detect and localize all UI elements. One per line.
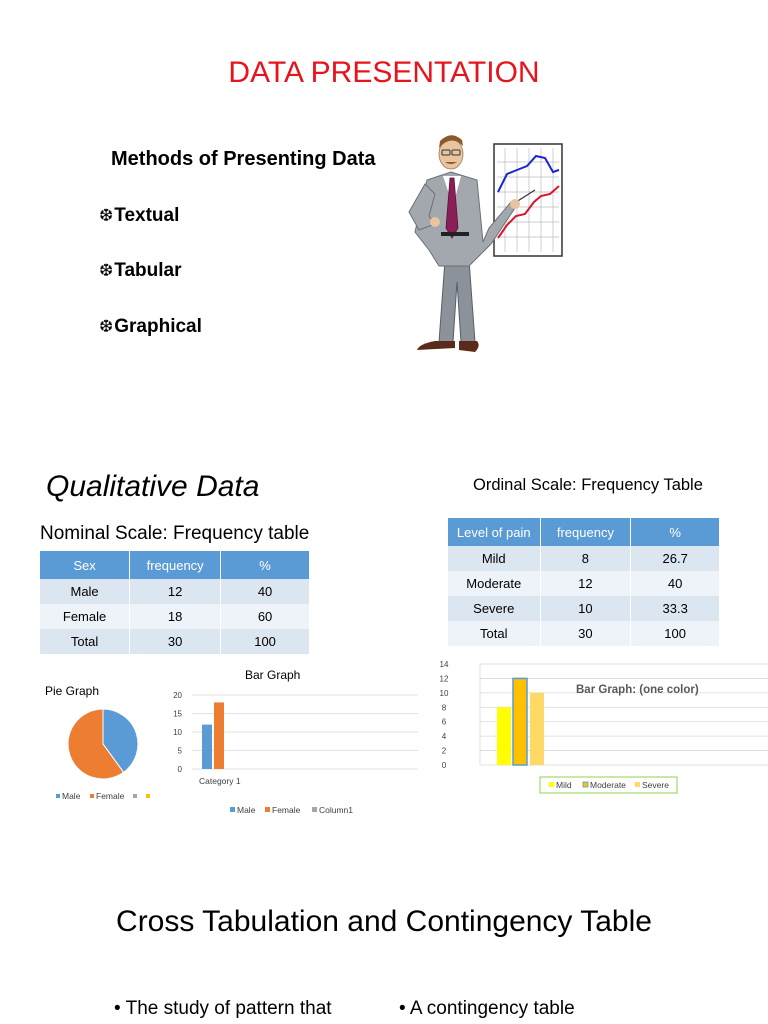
legend-label: Column1 [319,805,354,815]
slide-title: DATA PRESENTATION [228,56,540,89]
legend-swatch [635,782,640,787]
nominal-frequency-table [40,551,310,654]
legend-label: Moderate [590,780,626,790]
y-tick-label: 4 [441,732,447,742]
table-row [448,596,720,621]
bar-chart-pain [430,656,768,800]
cross-tab-title: Cross Tabulation and Contingency Table [116,905,652,938]
table-cell: 40 [221,579,310,604]
table-row [448,621,720,646]
table-cell: Severe [448,596,540,621]
y-tick-label: 0 [441,761,447,770]
legend-swatch [146,794,150,798]
legend-swatch [230,807,235,812]
pie-chart [36,680,166,810]
table-cell: 12 [540,571,631,596]
chart-title: Pie Graph [45,684,100,698]
bullet-label: Tabular [114,260,182,281]
table-cell: Total [448,621,540,646]
y-tick-label: 2 [441,746,447,756]
legend-swatch [90,794,94,798]
y-tick-label: 10 [173,728,182,737]
chart-title: Bar Graph: (one color) [576,684,699,696]
legend-swatch [549,782,554,787]
col-header: Level of pain [448,518,540,546]
table-cell: Male [40,579,130,604]
y-tick-label: 20 [173,691,182,700]
table-row [448,571,720,596]
y-tick-label: 6 [441,717,447,727]
snowflake-bullet-icon: ❆ [99,261,114,280]
bullet-graphical [99,316,202,338]
chart-title: Bar Graph [245,668,301,682]
legend-label: Female [272,805,301,815]
y-tick-label: 10 [439,688,449,698]
legend-swatch [133,794,137,798]
table-cell: 60 [221,604,310,629]
bar-moderate [513,678,527,765]
chart-board-icon [494,144,562,256]
col-header: Sex [40,551,130,579]
legend-swatch [312,807,317,812]
table-cell: Moderate [448,571,540,596]
table-cell: 26.7 [631,546,720,571]
col-header: % [221,551,310,579]
y-tick-label: 14 [439,660,449,669]
x-tick-label: Category 1 [199,776,241,786]
table-cell: 40 [631,571,720,596]
snowflake-bullet-icon: ❆ [99,206,114,225]
bullet-label: Graphical [114,316,202,337]
qualitative-heading: Qualitative Data [46,470,260,503]
y-tick-label: 12 [439,674,449,684]
table-cell: 8 [540,546,631,571]
legend-label: Mild [556,780,572,790]
bullet-study-pattern: • The study of pattern that [114,998,332,1019]
legend-label: Female [96,791,125,801]
legend-label: Male [62,791,81,801]
bar-mild [497,707,511,765]
table-cell: 100 [221,629,310,654]
table-cell: 33.3 [631,596,720,621]
table-cell: 18 [130,604,221,629]
bullet-tabular [99,260,181,282]
table-header-row [448,518,720,546]
table-header-row [40,551,310,579]
table-cell: 100 [631,621,720,646]
legend-swatch [56,794,60,798]
y-tick-label: 0 [177,765,182,774]
table-cell: 12 [130,579,221,604]
ordinal-frequency-table [448,518,720,646]
y-tick-label: 15 [173,709,182,719]
y-tick-label: 5 [177,746,182,756]
table-row [40,579,310,604]
bar-chart-sex [168,664,424,820]
table-row [40,604,310,629]
presenter-illustration [395,132,570,362]
table-row [40,629,310,654]
legend-swatch [265,807,270,812]
snowflake-bullet-icon: ❆ [99,317,114,336]
table-cell: 30 [540,621,631,646]
legend-label: Severe [642,780,669,790]
slide-subtitle: Methods of Presenting Data [111,148,376,170]
legend-swatch [583,782,588,787]
col-header: % [631,518,720,546]
table-cell: Total [40,629,130,654]
bar-male [202,725,212,769]
nominal-caption: Nominal Scale: Frequency table [40,523,310,544]
y-tick-label: 8 [441,703,447,713]
table-cell: Mild [448,546,540,571]
bullet-label: Textual [114,205,180,226]
bullet-contingency-table: • A contingency table [399,998,575,1019]
col-header: frequency [130,551,221,579]
col-header: frequency [540,518,631,546]
ordinal-caption: Ordinal Scale: Frequency Table [473,476,703,494]
table-cell: Female [40,604,130,629]
bullet-textual [99,205,179,227]
table-row [448,546,720,571]
bar-female [214,702,224,769]
bar-severe [530,693,544,765]
table-cell: 10 [540,596,631,621]
legend-label: Male [237,805,256,815]
table-cell: 30 [130,629,221,654]
